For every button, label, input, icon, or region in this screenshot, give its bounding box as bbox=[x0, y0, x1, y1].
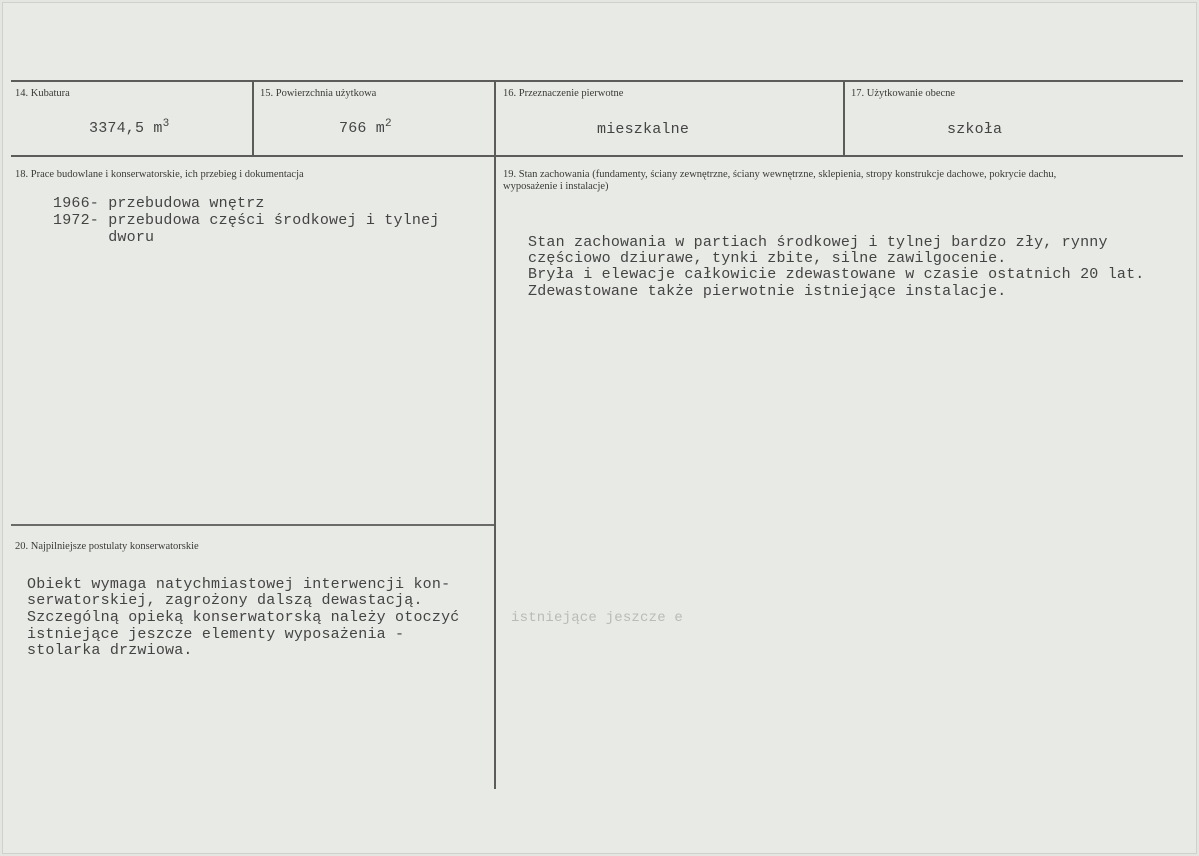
field-18-line-2: 1972- przebudowa części środkowej i tylnej bbox=[53, 212, 440, 229]
field-17-label: 17. Użytkowanie obecne bbox=[851, 88, 956, 99]
field-19-line-3: Bryła i elewacje całkowicie zdewastowane w czasie ostatnich 20 lat. bbox=[528, 266, 1145, 283]
field-18-line-3: dworu bbox=[53, 229, 155, 246]
divider-14-15 bbox=[252, 80, 254, 157]
top-rule bbox=[11, 80, 1183, 82]
field-15-value: 766 $m^2$ bbox=[339, 118, 392, 137]
field20-top-rule bbox=[11, 524, 495, 526]
field-18-line-1: 1966- przebudowa wnętrz bbox=[53, 195, 265, 212]
field-19-line-1: Stan zachowania w partiach środkowej i tylnej bardzo zły, rynny bbox=[528, 234, 1108, 251]
field-20-line-4: istniejące jeszcze elementy wyposażenia - bbox=[27, 626, 405, 643]
field-14-value: 3374,5 $m^3$ bbox=[89, 118, 170, 137]
divider-16-17 bbox=[843, 80, 845, 157]
field-20-line-3: Szczególną opieką konserwatorską należy otoczyć bbox=[27, 609, 460, 626]
divider-main bbox=[494, 155, 496, 789]
field-20-label: 20. Najpilniejsze postulaty konserwatorskie bbox=[15, 541, 199, 552]
divider-15-16 bbox=[494, 80, 496, 157]
field-20-line-2: serwatorskiej, zagrożony dalszą dewastacją. bbox=[27, 592, 423, 609]
record-card bbox=[2, 2, 1197, 854]
field-14-label: 14. Kubatura bbox=[15, 88, 70, 99]
field-19-line-4: Zdewastowane także pierwotnie istniejące instalacje. bbox=[528, 283, 1007, 300]
field-20-faint-overflow: istniejące jeszcze e bbox=[511, 610, 684, 626]
field-17-value: szkoła bbox=[947, 121, 1003, 138]
field-15-label: 15. Powierzchnia użytkowa bbox=[260, 88, 377, 99]
field-20-line-5: stolarka drzwiowa. bbox=[27, 642, 193, 659]
field-16-value: mieszkalne bbox=[597, 121, 690, 138]
field-18-label: 18. Prace budowlane i konserwatorskie, ich przebieg i dokumentacja bbox=[15, 169, 304, 180]
field-20-line-1: Obiekt wymaga natychmiastowej interwencji kon- bbox=[27, 576, 451, 593]
field-19-label: 19. Stan zachowania (fundamenty, ściany zewnętrzne, ściany wewnętrzne, sklepienia, stropy konstrukcje dachowe, pokrycie dachu, wyposażenie i instalacje) bbox=[503, 169, 1057, 192]
field-16-label: 16. Przeznaczenie pierwotne bbox=[503, 88, 624, 99]
row1-bottom-rule bbox=[11, 155, 1183, 157]
field-19-line-2: częściowo dziurawe, tynki zbite, silne zawilgocenie. bbox=[528, 250, 1007, 267]
